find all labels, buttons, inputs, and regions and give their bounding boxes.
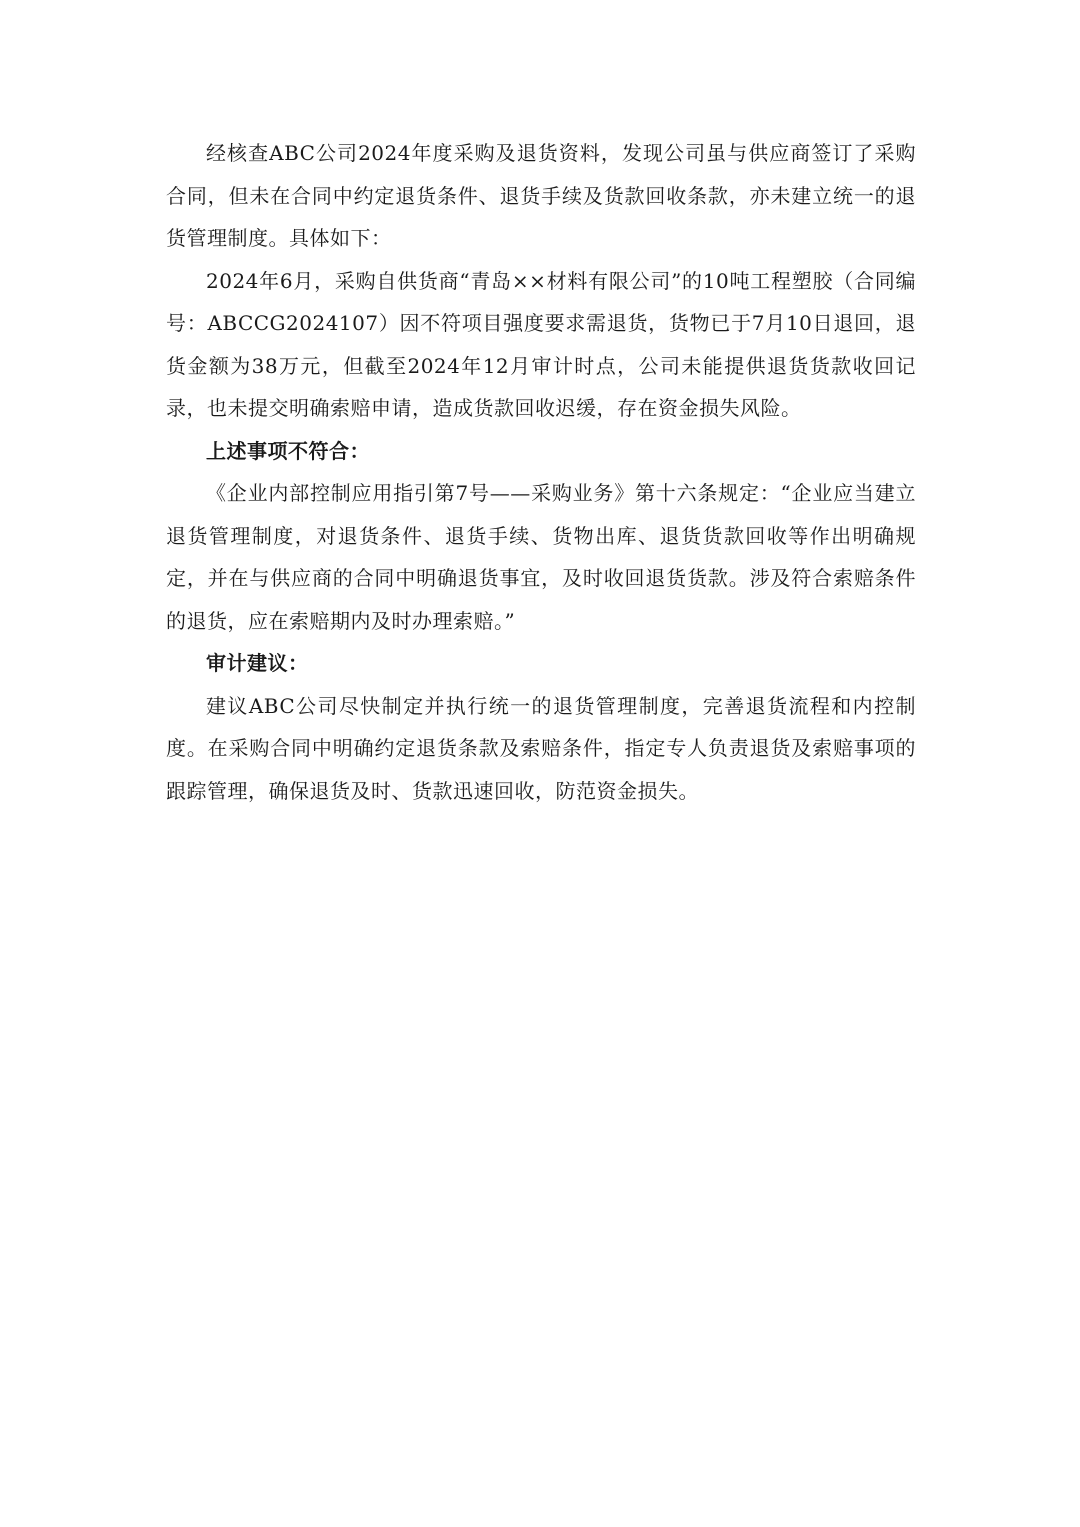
audit-recommendation-heading: 审计建议：	[206, 651, 309, 675]
findings-intro-paragraph: 经核查ABC公司2024年度采购及退货资料，发现公司虽与供应商签订了采购合同，但未在合同中约定退货条件、退货手续及货款回收条款，亦未建立统一的退货管理制度。具体如下：	[166, 141, 916, 250]
regulation-quote-paragraph: 《企业内部控制应用指引第7号——采购业务》第十六条规定：“企业应当建立退货管理制度，对退货条件、退货手续、货物出库、退货货款回收等作出明确规定，并在与供应商的合同中明确退货事宜，及时收回退货货款。涉及符合索赔条件的退货，应在索赔期内及时办理索赔。”	[166, 481, 916, 633]
document-body	[166, 132, 916, 812]
noncompliance-heading: 上述事项不符合：	[206, 438, 370, 463]
findings-detail-paragraph: 2024年6月，采购自供货商“青岛××材料有限公司”的10吨工程塑胶（合同编号：ABCCG2024107）因不符项目强度要求需退货，货物已于7月10日退回，退货金额为38万元，但截至2024年12月审计时点，公司未能提供退货货款收回记录，也未提交明确索赔申请，造成货款回收迟缓，存在资金损失风险。	[166, 268, 916, 420]
audit-recommendation-paragraph: 建议ABC公司尽快制定并执行统一的退货管理制度，完善退货流程和内控制度。在采购合同中明确约定退货条款及索赔条件，指定专人负责退货及索赔事项的跟踪管理，确保退货及时、货款迅速回收，防范资金损失。	[166, 693, 916, 803]
